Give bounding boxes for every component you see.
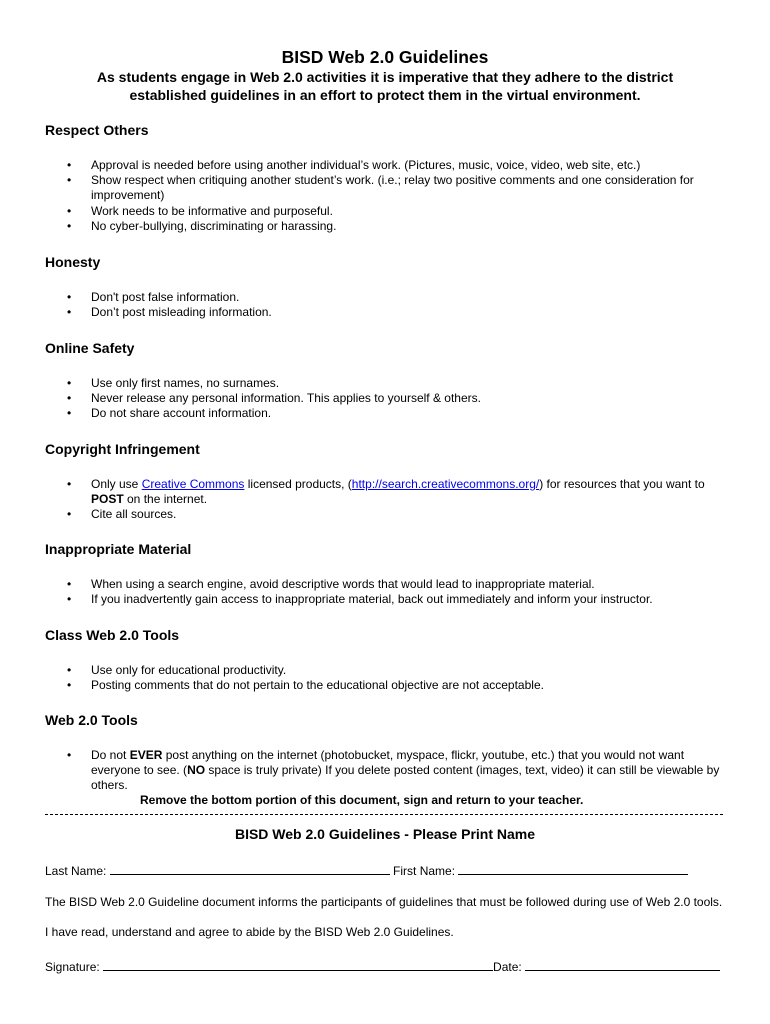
heading-class-web-tools: Class Web 2.0 Tools	[45, 627, 180, 643]
list-item: • Use only first names, no surnames.	[67, 376, 280, 390]
list-respect-others	[0, 158, 730, 234]
name-row	[45, 862, 688, 879]
list-item: • When using a search engine, avoid descriptive words that would lead to inappropriate material.	[67, 577, 595, 591]
list-item: • Do not EVER post anything on the internet (photobucket, myspace, flickr, youtube, etc.) that you would not want everyone to see. (NO space is truly private) If you delete posted content (images, text, video) it can still be viewable by others.	[67, 748, 720, 793]
bullet-icon: •	[67, 406, 72, 421]
bullet-icon: •	[67, 663, 72, 677]
signature-row	[45, 958, 720, 975]
list-item: • Don’t post misleading information.	[67, 305, 272, 320]
bullet-icon: •	[67, 218, 72, 233]
list-item: • Approval is needed before using another individual’s work. (Pictures, music, voice, video, web site, etc.)	[67, 158, 641, 172]
document-title: BISD Web 2.0 Guidelines	[281, 47, 489, 67]
date-label: Date:	[493, 960, 522, 974]
bullet-icon: •	[67, 376, 72, 390]
heading-web-tools: Web 2.0 Tools	[45, 712, 138, 728]
list-item: • Do not share account information.	[67, 406, 272, 421]
last-name-label: Last Name:	[45, 864, 107, 878]
bullet-icon: •	[67, 290, 72, 304]
agreement-statement: I have read, understand and agree to abide by the BISD Web 2.0 Guidelines.	[45, 925, 454, 939]
list-item: • Never release any personal information. This applies to yourself & others.	[67, 391, 481, 406]
first-name-label: First Name:	[393, 864, 456, 878]
document-subtitle: As students engage in Web 2.0 activities it is imperative that they adhere to the district established guidelines in an effort to protect them in the virtual environment.	[96, 69, 674, 103]
list-item: • Use only for educational productivity.	[67, 663, 287, 677]
list-item: • No cyber-bullying, discriminating or harassing.	[67, 218, 337, 233]
guideline-statement: The BISD Web 2.0 Guideline document informs the participants of guidelines that must be followed during use of Web 2.0 tools.	[45, 895, 723, 909]
list-item: • Cite all sources.	[67, 507, 177, 522]
list-item: • Work needs to be informative and purposeful.	[67, 203, 333, 218]
bullet-icon: •	[67, 592, 72, 607]
list-class-web-tools	[0, 663, 730, 693]
bullet-icon: •	[67, 391, 72, 406]
form-title: BISD Web 2.0 Guidelines - Please Print Name	[234, 826, 536, 842]
signature-field[interactable]	[103, 958, 493, 971]
bullet-icon: •	[67, 507, 72, 522]
bullet-icon: •	[67, 577, 72, 591]
heading-inappropriate-material: Inappropriate Material	[45, 541, 192, 557]
heading-honesty: Honesty	[45, 254, 101, 270]
bullet-icon: •	[67, 173, 72, 188]
list-item: • Show respect when critiquing another student’s work. (i.e.; relay two positive comments and one consideration for improvement)	[67, 173, 694, 203]
heading-copyright: Copyright Infringement	[45, 441, 200, 457]
list-web-tools	[0, 748, 730, 794]
list-item: • Only use Creative Commons licensed products, (http://search.creativecommons.org/) for resources that you want to POST on the internet.	[67, 477, 705, 507]
date-field[interactable]	[525, 958, 720, 971]
heading-online-safety: Online Safety	[45, 340, 135, 356]
list-online-safety	[0, 376, 730, 422]
list-inappropriate-material	[0, 577, 730, 607]
list-item: • If you inadvertently gain access to inappropriate material, back out immediately and inform your instructor.	[67, 592, 653, 607]
list-copyright	[0, 477, 730, 523]
bullet-icon: •	[67, 203, 72, 218]
list-item: • Don't post false information.	[67, 290, 240, 304]
first-name-field[interactable]	[458, 862, 688, 875]
bullet-icon: •	[67, 305, 72, 320]
bullet-icon: •	[67, 477, 72, 491]
list-honesty	[0, 290, 730, 320]
creative-commons-link[interactable]: Creative Commons	[141, 477, 245, 491]
last-name-field[interactable]	[110, 862, 390, 875]
list-item: • Posting comments that do not pertain to the educational objective are not acceptable.	[67, 678, 544, 693]
bullet-icon: •	[67, 678, 72, 693]
creative-commons-search-link[interactable]: http://search.creativecommons.org/	[351, 477, 540, 491]
heading-respect-others: Respect Others	[45, 122, 149, 138]
signature-label: Signature:	[45, 960, 100, 974]
cut-line-divider	[45, 814, 723, 815]
bullet-icon: •	[67, 158, 72, 172]
return-instructions: Remove the bottom portion of this document, sign and return to your teacher.	[140, 793, 584, 807]
bullet-icon: •	[67, 748, 72, 762]
